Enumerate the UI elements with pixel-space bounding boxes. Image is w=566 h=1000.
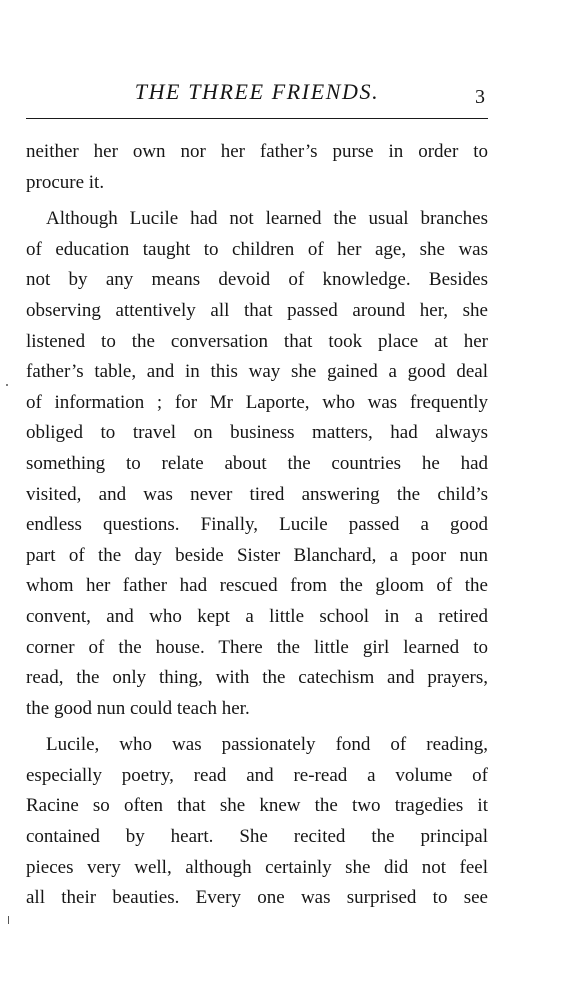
text-line: Racine so often that she knew the two tragedies it [26,795,488,817]
body-text [26,137,488,914]
text-line: father’s table, and in this way she gained a good deal [26,361,488,383]
paragraph-2 [26,204,488,724]
text-line: especially poetry, read and re-read a volume of [26,764,488,786]
page-number: 3 [475,86,485,108]
text-line: endless questions. Finally, Lucile passed a good [26,514,488,536]
text-line: Lucile, who was passionately fond of reading, [46,734,488,756]
header-rule [26,118,488,119]
text-line: obliged to travel on business matters, had always [26,422,488,444]
text-line: contained by heart. She recited the principal [26,826,488,848]
text-line: not by any means devoid of knowledge. Besides [26,269,488,291]
running-head-title: THE THREE FRIENDS. [134,79,380,104]
text-line: whom her father had rescued from the gloom of the [26,575,488,597]
text-line: something to relate about the countries he had [26,452,488,474]
running-head [26,78,488,118]
text-line: procure it. [26,171,105,193]
text-line: neither her own nor her father’s purse in order to [26,141,488,162]
paper-speck [8,916,9,924]
text-line: corner of the house. There the little girl learned to [26,636,488,658]
text-line: the good nun could teach her. [26,697,250,719]
text-line: pieces very well, although certainly she did not feel [26,856,488,878]
text-line: convent, and who kept a little school in a retired [26,605,488,627]
paragraph-1 [26,137,488,198]
text-line: read, the only thing, with the catechism and prayers, [26,667,488,689]
text-line: all their beauties. Every one was surprised to see [26,887,488,909]
text-line: observing attentively all that passed around her, she [26,299,488,321]
text-line: visited, and was never tired answering the child’s [26,483,488,505]
text-line: Although Lucile had not learned the usual branches [46,208,488,230]
text-line: of information ; for Mr Laporte, who was frequently [26,391,488,413]
text-line: of education taught to children of her age, she was [26,238,488,260]
text-line: listened to the conversation that took place at her [26,330,488,352]
paragraph-3 [26,730,488,914]
paper-speck [6,384,8,386]
text-line: part of the day beside Sister Blanchard, a poor nun [26,544,488,566]
